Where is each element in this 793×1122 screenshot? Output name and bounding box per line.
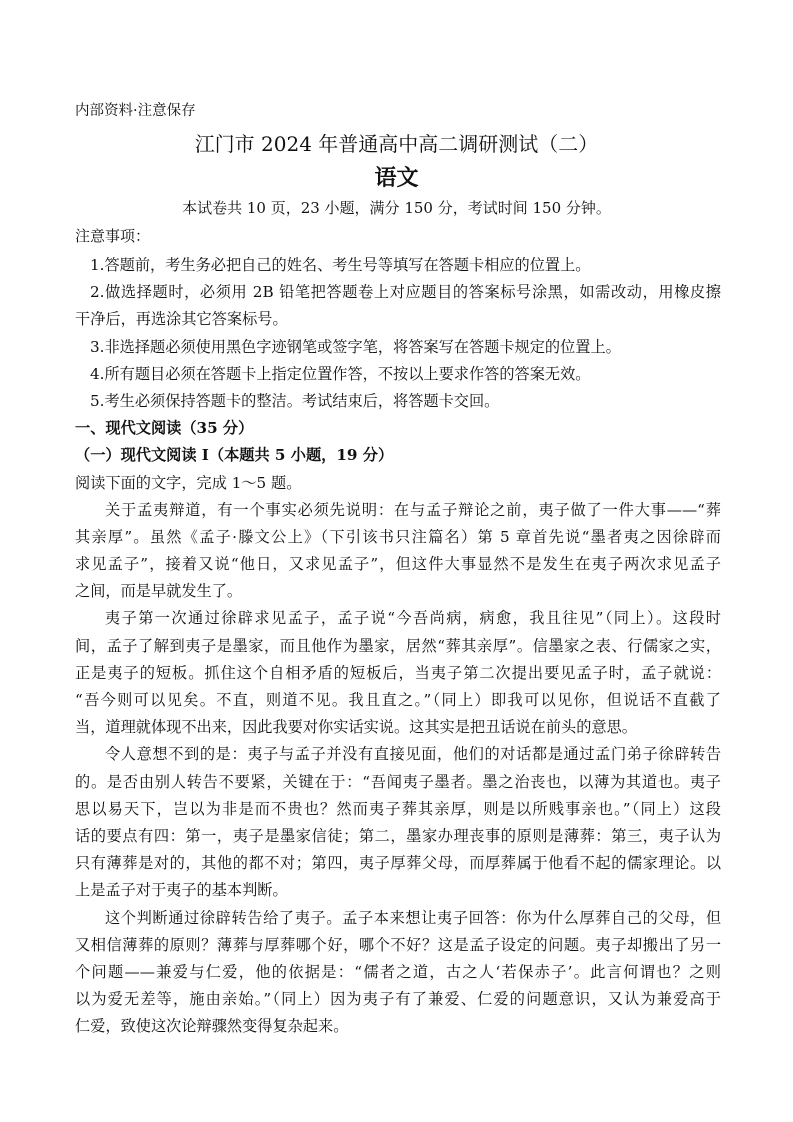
- passage-paragraph: [75, 605, 721, 741]
- notes-label: 注意事项：: [75, 227, 151, 245]
- passage-paragraph-line: 以为爱无差等，施由亲始。”（同上）因为夷子有了兼爱、仁爱的问题意识，又认为兼爱高于: [75, 990, 721, 1009]
- passage-paragraph-line: 正是夷子的短板。抓住这个自相矛盾的短板后，当夷子第二次提出要见孟子时，孟子就说：: [75, 663, 721, 682]
- notes-list: [75, 252, 721, 415]
- exam-title: 江门市 2024 年普通高中高二调研测试（二）: [194, 132, 599, 156]
- exam-info: 本试卷共 10 页，23 小题，满分 150 分，考试时间 150 分钟。: [182, 199, 611, 217]
- passage-paragraph-line: 其亲厚”。虽然《孟子·滕文公上》（下引该书只注篇名）第 5 章首先说“墨者夷之因徐辟而: [75, 527, 721, 546]
- passage-paragraph-line: 当，道理就体现不出来，因此我要对你实话实说。这其实是把丑话说在前头的意思。: [75, 718, 637, 737]
- note-item-line: 3.非选择题必须使用黑色字迹钢笔或签字笔，将答案写在答题卡规定的位置上。: [90, 337, 621, 356]
- passage-paragraph-line: 求见孟子”，接着又说“他日，又求见孟子”，但这件大事显然不是发生在夷子两次求见孟子: [75, 555, 721, 574]
- subject-title: 语文: [374, 166, 419, 191]
- passage-paragraph-line: 间，孟子了解到夷子是墨家，而且他作为墨家，居然“葬其亲厚”。信墨家之表、行儒家之实，: [75, 636, 721, 655]
- section-heading: 一、现代文阅读（35 分）: [75, 419, 254, 438]
- note-item: [75, 252, 721, 279]
- document-body: [75, 252, 721, 1040]
- passage-paragraph-line: 又相信薄葬的原则？薄葬与厚葬哪个好，哪个不好？这是孟子设定的问题。夷子却搬出了另一: [75, 935, 721, 954]
- passage-paragraph: [75, 741, 721, 904]
- passage-paragraph-line: 之间，而是早就发生了。: [75, 582, 243, 601]
- passage-paragraph-line: “吾今则可以见矣。不直，则道不见。我且直之。”（同上）即我可以见你，但说话不直截了: [75, 691, 721, 709]
- passage-paragraph-line: 关于孟夷辩道，有一个事实必须先说明：在与孟子辩论之前，夷子做了一件大事——“葬: [105, 500, 721, 519]
- note-item: [75, 279, 721, 333]
- note-item-line: 4.所有题目必须在答题卡上指定位置作答，不按以上要求作答的答案无效。: [90, 364, 591, 383]
- reading-instruction: 阅读下面的文字，完成 1～5 题。: [75, 473, 302, 492]
- passage-paragraph-line: 这个判断通过徐辟转告给了夷子。孟子本来想让夷子回答：你为什么厚葬自己的父母，但: [105, 908, 721, 927]
- note-item-line: 1.答题前，考生务必把自己的姓名、考生号等填写在答题卡相应的位置上。: [90, 256, 591, 274]
- confidential-header: 内部资料·注意保存: [75, 103, 196, 119]
- passage-paragraph-line: 话的要点有四：第一，夷子是墨家信徒；第二，墨家办理丧事的原则是薄葬：第三，夷子认为: [75, 826, 721, 845]
- passage-paragraph-line: 个问题——兼爱与仁爱，他的依据是：“儒者之道，古之人‘若保赤子’。此言何谓也？之则: [75, 962, 721, 981]
- passage-paragraph: [75, 497, 721, 606]
- passage-paragraph-line: 夷子第一次通过徐辟求见孟子，孟子说“今吾尚病，病愈，我且往见”（同上）。这段时: [105, 609, 721, 628]
- passage-paragraph-line: 的。是否由别人转告不要紧，关键在于：“吾闻夷子墨者。墨之治丧也，以薄为其道也。夷子: [75, 772, 721, 791]
- subsection-heading: （一）现代文阅读 I（本题共 5 小题，19 分）: [75, 446, 394, 465]
- passage-paragraph-line: 思以易天下，岂以为非是而不贵也？然而夷子葬其亲厚，则是以所贱事亲也。”（同上）这段: [75, 799, 721, 818]
- passage-paragraph-line: 只有薄葬是对的，其他的都不对；第四，夷子厚葬父母，而厚葬属于他看不起的儒家理论。以: [75, 854, 721, 873]
- passage-paragraph-line: 上是孟子对于夷子的基本判断。: [75, 881, 288, 900]
- reading-passage: [75, 497, 721, 1041]
- passage-paragraph-line: 令人意想不到的是：夷子与孟子并没有直接见面，他们的对话都是通过孟门弟子徐辟转告: [105, 745, 721, 764]
- note-item: [75, 388, 721, 415]
- note-item-line: 5.考生必须保持答题卡的整洁。考试结束后，将答题卡交回。: [90, 391, 500, 410]
- note-item: [75, 334, 721, 361]
- note-item-line: 干净后，再选涂其它答案标号。: [75, 310, 288, 329]
- note-item: [75, 361, 721, 388]
- passage-paragraph-line: 仁爱，致使这次论辩骤然变得复杂起来。: [75, 1017, 349, 1036]
- passage-paragraph: [75, 905, 721, 1041]
- note-item-line: 2.做选择题时，必须用 2B 铅笔把答题卷上对应题目的答案标号涂黑，如需改动，用橡皮擦: [90, 283, 721, 302]
